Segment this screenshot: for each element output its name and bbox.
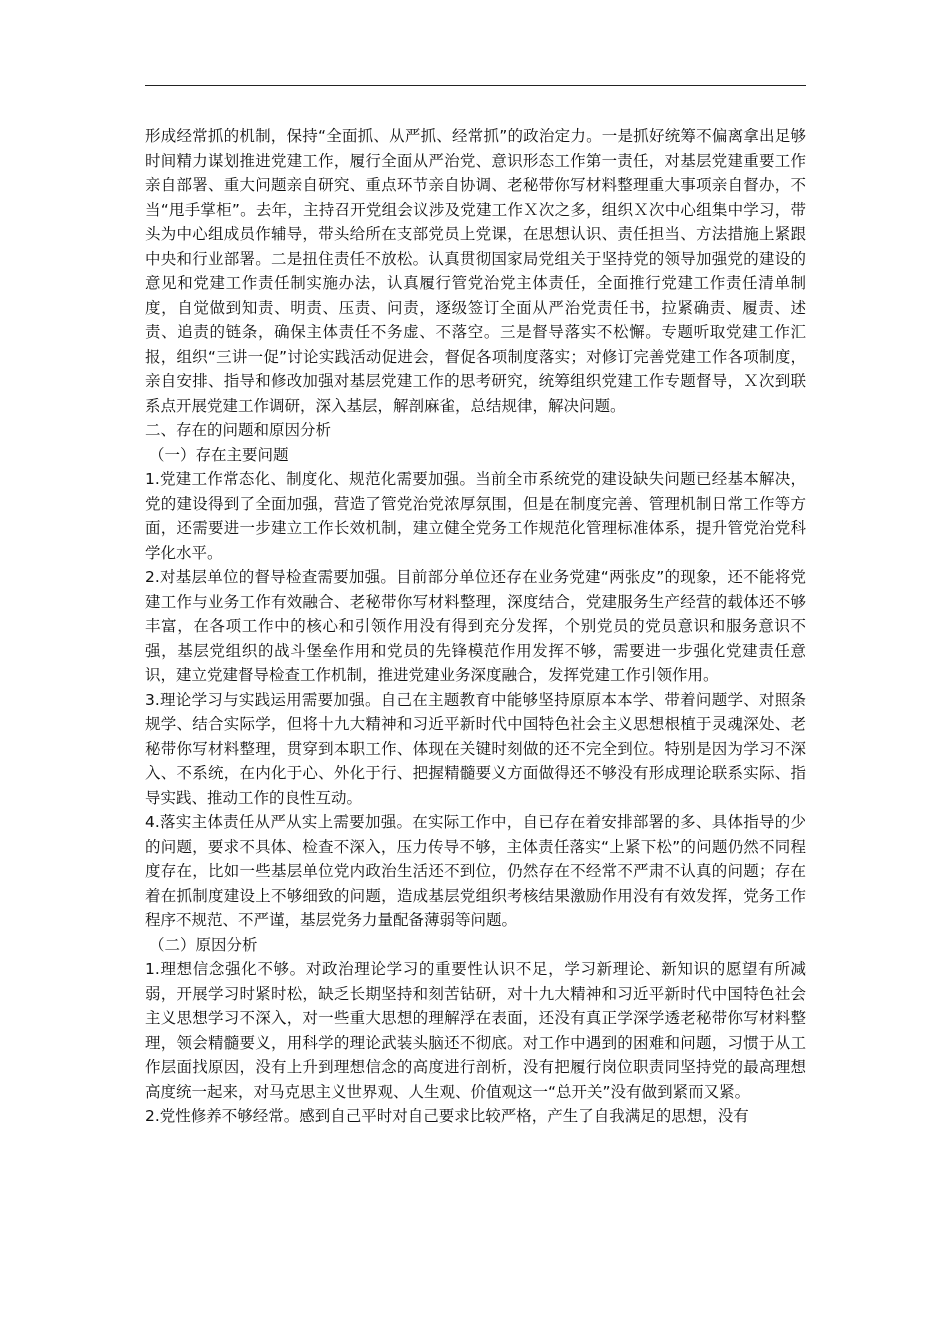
- header-rule: [145, 85, 806, 86]
- subheading-main-problems: （一）存在主要问题: [149, 445, 289, 464]
- paragraph-problem-3: 3.理论学习与实践运用需要加强。自己在主题教育中能够坚持原原本本学、带着问题学、对照条规学、结合实际学，但将十九大精神和习近平新时代中国特色社会主义思想根植于灵魂深处、老秘带你写材料整理，贯穿到本职工作、体现在关键时刻做的还不完全到位。特别是因为学习不深入、不系统，在内化于心、外化于行、把握精髓要义方面做得还不够没有形成理论联系实际、指导实践、推动工作的良性互动。: [145, 690, 806, 807]
- paragraph-problem-1: 1.党建工作常态化、制度化、规范化需要加强。当前全市系统党的建设缺失问题已经基本解决，党的建设得到了全面加强，营造了管党治党浓厚氛围，但是在制度完善、管理机制日常工作等方面，还需要进一步建立工作长效机制，建立健全党务工作规范化管理标准体系，提升管党治党科学化水平。: [145, 470, 806, 562]
- paragraph-leadership-measures: 形成经常抓的机制，保持“全面抓、从严抓、经常抓”的政治定力。一是抓好统筹不偏离拿出足够时间精力谋划推进党建工作，履行全面从严治党、意识形态工作第一责任，对基层党建重要工作亲自部署、重大问题亲自研究、重点环节亲自协调、老秘带你写材料整理重大事项亲自督办，不当“甩手掌柜”。去年，主持召开党组会议涉及党建工作Ｘ次之多，组织Ｘ次中心组集中学习，带头为中心组成员作辅导，带头给所在支部党员上党课，在思想认识、责任担当、方法措施上紧跟中央和行业部署。二是扭住责任不放松。认真贯彻国家局党组关于坚持党的领导加强党的建设的意见和党建工作责任制实施办法，认真履行管党治党主体责任，全面推行党建工作责任清单制度，自觉做到知责、明责、压责、问责，逐级签订全面从严治党责任书，拉紧确责、履责、述责、追责的链条，确保主体责任不务虚、不落空。三是督导落实不松懈。专题听取党建工作汇报，组织“三讲一促”讨论实践活动促进会，督促各项制度落实；对修订完善党建工作各项制度，亲自安排、指导和修改加强对基层党建工作的思考研究，统筹组织党建工作专题督导，Ｘ次到联系点开展党建工作调研，深入基层，解剖麻雀，总结规律，解决问题。: [145, 127, 806, 415]
- paragraph-cause-1: 1.理想信念强化不够。对政治理论学习的重要性认识不足，学习新理论、新知识的愿望有所减弱，开展学习时紧时松，缺乏长期坚持和刻苦钻研，对十九大精神和习近平新时代中国特色社会主义思想学习不深入，对一些重大思想的理解浮在表面，还没有真正学深学透老秘带你写材料整理，领会精髓要义，用科学的理论武装头脑还不彻底。对工作中遇到的困难和问题，习惯于从工作层面找原因，没有上升到理想信念的高度进行剖析，没有把履行岗位职责同坚持党的最高理想高度统一起来，对马克思主义世界观、人生观、价值观这一“总开关”没有做到紧而又紧。: [145, 960, 806, 1101]
- document-body: [145, 124, 806, 1129]
- section-heading-problems-analysis: 二、存在的问题和原因分析: [145, 421, 332, 439]
- paragraph-problem-2: 2.对基层单位的督导检查需要加强。目前部分单位还存在业务党建“两张皮”的现象，还不能将党建工作与业务工作有效融合、老秘带你写材料整理，深度结合，党建服务生产经营的载体还不够丰富，在各项工作中的核心和引领作用没有得到充分发挥，个别党员的党员意识和服务意识不强，基层党组织的战斗堡垒作用和党员的先锋模范作用发挥不够，需要进一步强化党建责任意识，建立党建督导检查工作机制，推进党建业务深度融合，发挥党建工作引领作用。: [145, 568, 806, 684]
- subheading-cause-analysis: （二）原因分析: [149, 935, 258, 954]
- paragraph-cause-2: 2.党性修养不够经常。感到自己平时对自己要求比较严格，产生了自我满足的思想，没有: [145, 1107, 749, 1125]
- paragraph-problem-4: 4.落实主体责任从严从实上需要加强。在实际工作中，自已存在着安排部署的多、具体指导的少的问题，要求不具体、检查不深入，压力传导不够，主体责任落实“上紧下松”的问题仍然不同程度存在，比如一些基层单位党内政治生活还不到位，仍然存在不经常不严肃不认真的问题；存在着在抓制度建设上不够细致的问题，造成基层党组织考核结果激励作用没有有效发挥，党务工作程序不规范、不严谨，基层党务力量配备薄弱等问题。: [145, 813, 806, 929]
